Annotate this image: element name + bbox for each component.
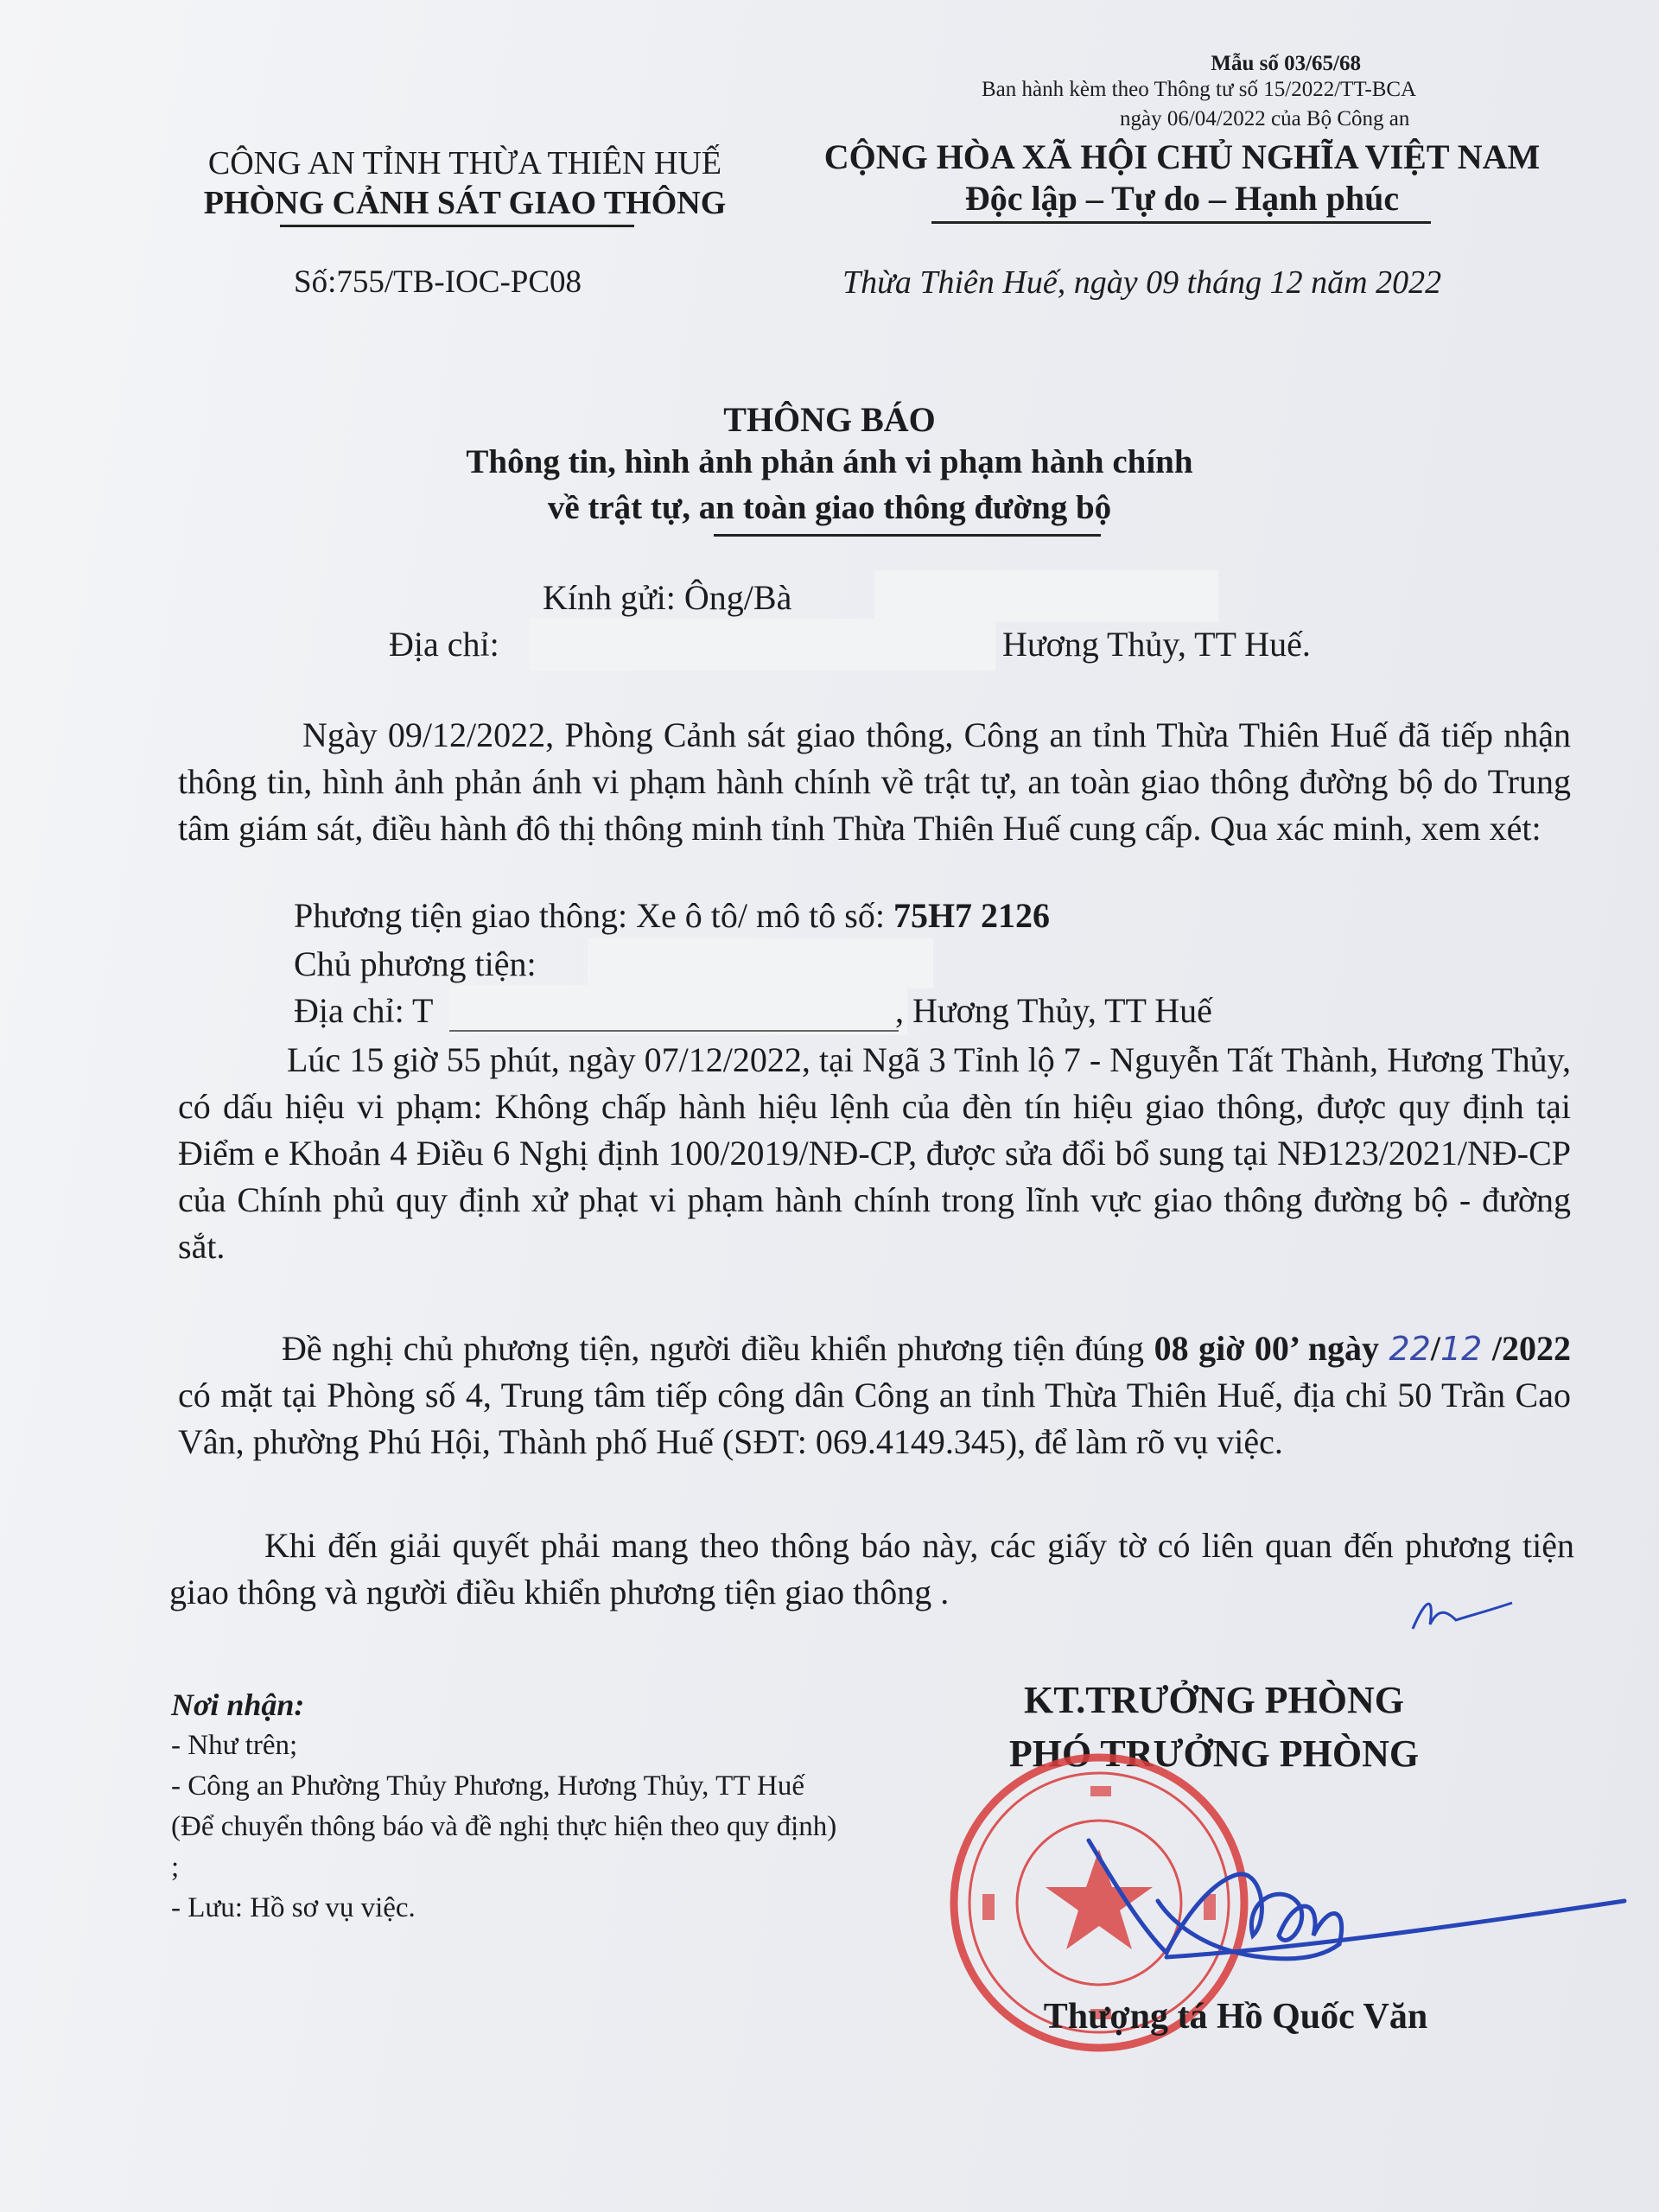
- agency-underline: [280, 225, 634, 227]
- vehicle-line: [294, 895, 1050, 936]
- form-circular-line: Ban hành kèm theo Thông tư số 15/2022/TT-BCA: [982, 78, 1417, 101]
- recipients-block: [171, 1685, 845, 1929]
- motto-underline: [931, 221, 1431, 224]
- form-code: Mẫu số 03/65/68: [1211, 52, 1361, 75]
- agency-line-1: CÔNG AN TỈNH THỪA THIÊN HUẾ: [207, 145, 722, 181]
- redacted-address: [529, 619, 995, 671]
- title-underline: [714, 534, 1101, 537]
- recipient-item: - Lưu: Hồ sơ vụ việc.: [171, 1892, 416, 1923]
- notice-title: THÔNG BÁO: [723, 400, 936, 439]
- owner-address-tail: , Hương Thủy, TT Huế: [895, 991, 1212, 1030]
- address-baseline: [449, 1030, 899, 1032]
- signer-title-1: KT.TRƯỞNG PHÒNG: [1024, 1679, 1404, 1721]
- redacted-name: [874, 570, 1218, 622]
- handwritten-day: 22: [1389, 1330, 1431, 1368]
- paragraph-violation: Lúc 15 giờ 55 phút, ngày 07/12/2022, tại Ngã 3 Tỉnh lộ 7 - Nguyễn Tất Thành, Hương Thủy, có dấu hiệu vi phạm: Không chấp hành hiệu lệnh của đèn tín hiệu giao thông, được quy định tại Điểm e Khoản 4 Điều 6 Nghị định 100/2019/NĐ-CP, được sửa đổi bổ sung tại NĐ123/2021/NĐ-CP của Chính phủ quy định xử phạt vi phạm hành chính trong lĩnh vực giao thông đường bộ - đường sắt.: [178, 1040, 1571, 1266]
- handwritten-month: 12: [1440, 1330, 1483, 1368]
- recipient-address-tail: Hương Thủy, TT Huế.: [1002, 625, 1311, 664]
- recipient-item: - Công an Phường Thủy Phương, Hương Thủy, TT Huế (Để chuyển thông báo và đề nghị thực hiện theo quy định) ;: [171, 1770, 837, 1883]
- summons-text-a: Đề nghị chủ phương tiện, người điều khiển phương tiện đúng: [282, 1329, 1154, 1368]
- summons-time: 08 giờ 00’ ngày: [1154, 1329, 1389, 1368]
- document-number: Số:755/TB-IOC-PC08: [294, 264, 582, 300]
- signature-scribble: [1037, 1806, 1642, 1996]
- form-date-line: ngày 06/04/2022 của Bộ Công an: [1120, 107, 1410, 130]
- vehicle-label: Phương tiện giao thông: Xe ô tô/ mô tô số:: [294, 896, 893, 935]
- owner-label: Chủ phương tiện:: [294, 944, 537, 983]
- nation-line-2: Độc lập – Tự do – Hạnh phúc: [964, 179, 1400, 218]
- signer-name: Thượng tá Hồ Quốc Văn: [1043, 1997, 1428, 2037]
- paragraph-requirements: Khi đến giải quyết phải mang theo thông báo này, các giấy tờ có liên quan đến phương tiện giao thông và người điều khiển phương tiện giao thông .: [169, 1526, 1574, 1611]
- notice-subtitle-2: về trật tự, an toàn giao thông đường bộ: [547, 489, 1112, 526]
- nation-line-1: CỘNG HÒA XÃ HỘI CHỦ NGHĨA VIỆT NAM: [823, 137, 1541, 176]
- notice-subtitle-1: Thông tin, hình ảnh phản ánh vi phạm hành chính: [466, 443, 1193, 480]
- owner-address-label: Địa chỉ: T: [294, 991, 434, 1030]
- redacted-owner: [588, 938, 933, 988]
- agency-line-2: PHÒNG CẢNH SÁT GIAO THÔNG: [203, 185, 727, 221]
- recipient-greeting: Kính gửi: Ông/Bà: [543, 578, 792, 617]
- paragraph-intro: Ngày 09/12/2022, Phòng Cảnh sát giao thông, Công an tỉnh Thừa Thiên Huế đã tiếp nhận thông tin, hình ảnh phản ánh vi phạm hành chính về trật tự, an toàn giao thông đường bộ do Trung tâm giám sát, điều hành đô thị thông minh tỉnh Thừa Thiên Huế cung cấp. Qua xác minh, xem xét:: [178, 715, 1571, 848]
- recipient-address-label: Địa chỉ:: [389, 625, 499, 664]
- place-date: Thừa Thiên Huế, ngày 09 tháng 12 năm 2022: [842, 264, 1442, 301]
- nation-heading: [785, 137, 1580, 219]
- license-plate: 75H7 2126: [893, 896, 1051, 935]
- recipients-heading: Nơi nhận:: [171, 1688, 305, 1722]
- paragraph-summons: Đề nghị chủ phương tiện, người điều khiển phương tiện đúng 08 giờ 00’ ngày 22/12 /2022 có mặt tại Phòng số 4, Trung tâm tiếp công dân Công an tỉnh Thừa Thiên Huế, địa chỉ 50 Trần Cao Vân, phường Phú Hội, Thành phố Huế (SĐT: 069.4149.345), để làm rõ vụ việc.: [178, 1329, 1571, 1461]
- initials-scribble: [1408, 1590, 1521, 1642]
- redacted-owner-address: [449, 985, 907, 1035]
- agency-heading: [171, 143, 759, 223]
- recipient-item: - Như trên;: [171, 1730, 298, 1761]
- summons-year: /2022: [1482, 1329, 1571, 1368]
- signer-title-2: PHÓ TRƯỞNG PHÒNG: [1008, 1732, 1420, 1775]
- summons-text-b: có mặt tại Phòng số 4, Trung tâm tiếp công dân Công an tỉnh Thừa Thiên Huế, địa chỉ 50 Trần Cao Vân, phường Phú Hội, Thành phố Huế (SĐT: 069.4149.345), để làm rõ vụ việc.: [178, 1376, 1571, 1461]
